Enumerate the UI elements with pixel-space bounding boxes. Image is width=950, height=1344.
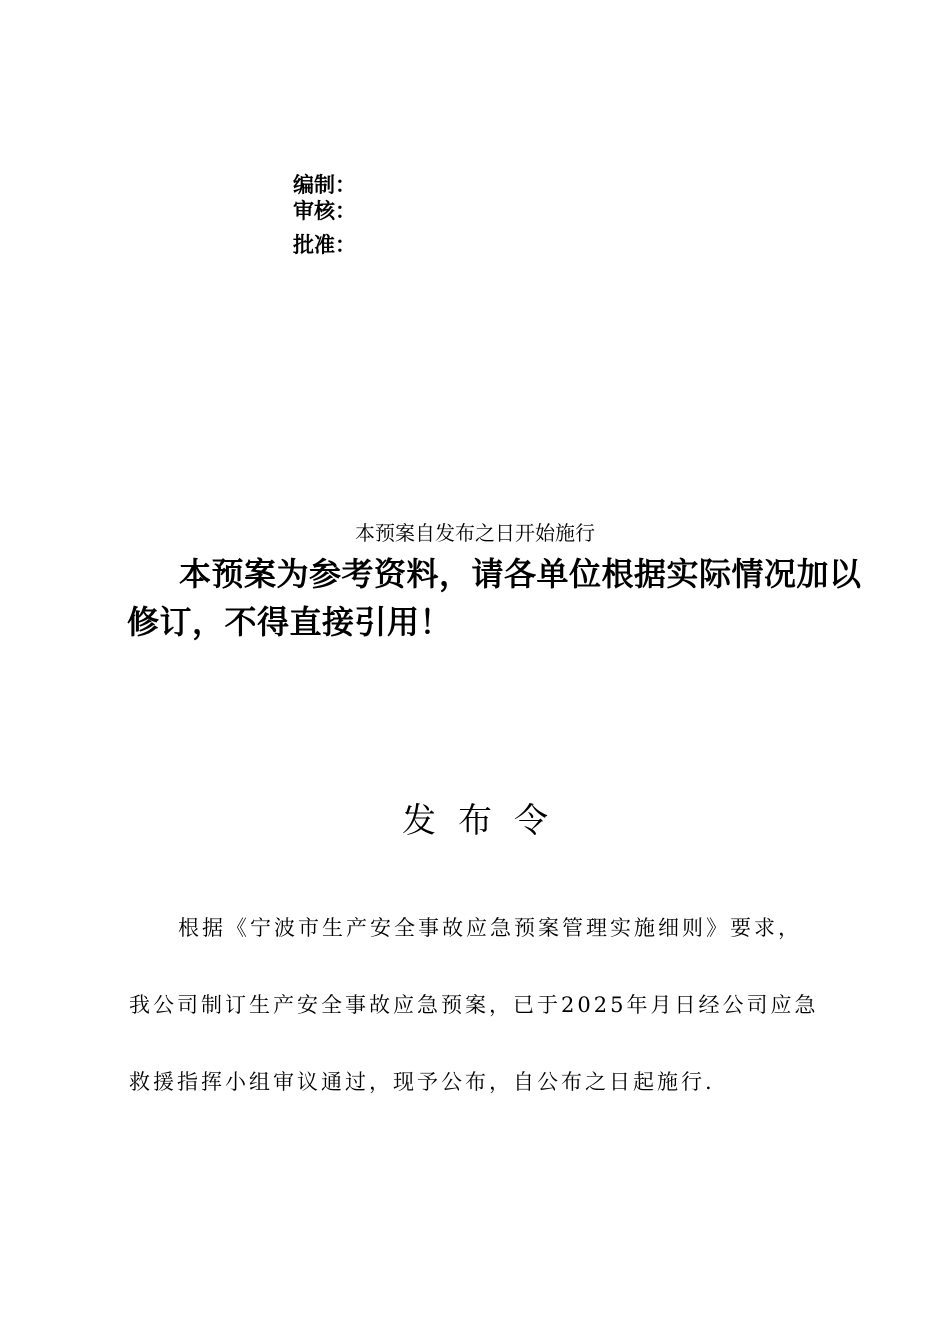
decree-line: 我公司制订生产安全事故应急预案，已于2025年月日经公司应急 xyxy=(129,993,819,1017)
reference-notice: 本预案为参考资料，请各单位根据实际情况加以修订，不得直接引用！ xyxy=(127,555,862,641)
decree-line: 根据《宁波市生产安全事故应急预案管理实施细则》要求， xyxy=(178,916,802,940)
decree-title: 发布令 xyxy=(402,801,570,841)
decree-line: 救援指挥小组审议通过，现予公布，自公布之日起施行. xyxy=(129,1070,715,1094)
signature-block xyxy=(293,172,356,258)
review-label: 审核： xyxy=(293,199,356,223)
decree-body xyxy=(129,890,867,1121)
effective-notice: 本预案自发布之日开始施行 xyxy=(355,521,595,545)
compile-label: 编制： xyxy=(293,173,356,197)
approve-label: 批准： xyxy=(293,233,356,257)
